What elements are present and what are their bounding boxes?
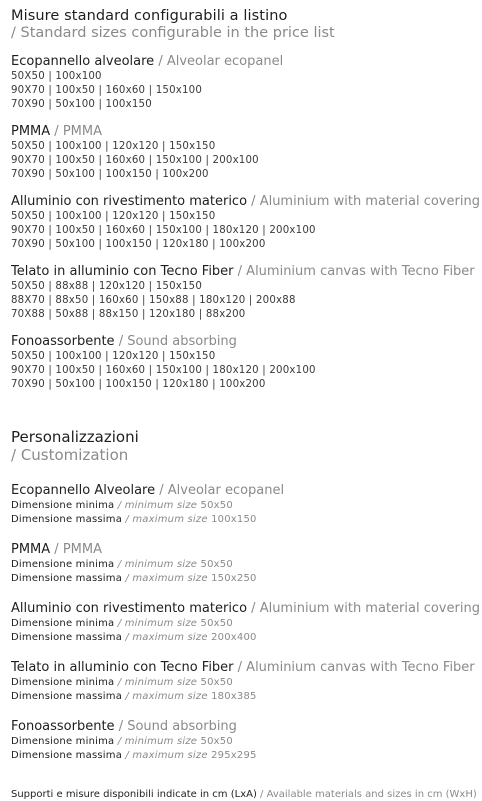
max-label: Dimensione massima xyxy=(11,690,123,702)
footer-note xyxy=(11,789,477,801)
group-title-it: Alluminio con rivestimento materico xyxy=(11,601,248,616)
max-label: Dimensione massima xyxy=(11,572,123,584)
max-label-en: / maximum size xyxy=(122,690,212,702)
size-list xyxy=(11,350,482,392)
group-title-it: Telato in alluminio con Tecno Fiber xyxy=(11,660,234,675)
max-value: 150x250 xyxy=(211,572,257,584)
group-title-it: Ecopannello Alveolare xyxy=(11,483,156,498)
size-row: 70X90 | 50x100 | 100x150 xyxy=(11,99,152,110)
group-title-en: / Alveolar ecopanel xyxy=(155,483,285,498)
standard-group xyxy=(11,264,482,322)
custom-group xyxy=(11,660,482,703)
group-title xyxy=(11,601,482,617)
size-row: 50X50 | 100x100 xyxy=(11,71,102,82)
min-label-en: / minimum size xyxy=(114,500,201,511)
group-title xyxy=(11,264,482,280)
group-title-it: Telato in alluminio con Tecno Fiber xyxy=(11,264,234,279)
max-label: Dimensione massima xyxy=(11,631,123,643)
max-label-en: / maximum size xyxy=(122,631,212,643)
group-title xyxy=(11,483,482,499)
size-row: 90X70 | 100x50 | 160x60 | 150x100 xyxy=(11,85,203,96)
min-label: Dimensione minima xyxy=(11,677,115,688)
group-title-en: / PMMA xyxy=(50,542,102,557)
min-size-row xyxy=(11,676,482,690)
max-value: 200x400 xyxy=(211,631,257,643)
min-value: 50x50 xyxy=(200,618,233,629)
min-value: 50x50 xyxy=(200,736,233,747)
custom-group xyxy=(11,719,482,762)
min-label-en: / minimum size xyxy=(114,736,201,747)
group-title xyxy=(11,542,482,558)
standard-sizes-header xyxy=(11,8,482,42)
customization-header xyxy=(11,428,482,464)
group-title xyxy=(11,54,482,70)
max-value: 295x295 xyxy=(211,749,257,761)
dimension-list xyxy=(11,676,482,703)
max-label-en: / maximum size xyxy=(122,572,212,584)
max-size-row xyxy=(11,749,482,763)
min-label-en: / minimum size xyxy=(114,618,201,629)
size-row: 88X70 | 88x50 | 160x60 | 150x88 | 180x120 | 200x88 xyxy=(11,295,296,306)
dimension-list xyxy=(11,735,482,762)
standard-group xyxy=(11,334,482,392)
max-size-row xyxy=(11,513,482,527)
group-title-it: PMMA xyxy=(11,124,51,139)
min-label-en: / minimum size xyxy=(114,677,201,688)
min-label: Dimensione minima xyxy=(11,500,115,511)
max-size-row xyxy=(11,690,482,704)
group-title-en: / Aluminium with material covering xyxy=(247,601,480,616)
custom-group xyxy=(11,601,482,644)
size-row: 70X90 | 50x100 | 100x150 | 120x180 | 100x200 xyxy=(11,239,266,250)
size-row: 50X50 | 100x100 | 120x120 | 150x150 xyxy=(11,141,216,152)
max-label-en: / maximum size xyxy=(122,749,212,761)
group-title-it: PMMA xyxy=(11,542,51,557)
group-title xyxy=(11,194,482,210)
group-title-en: / Sound absorbing xyxy=(114,719,237,734)
group-title xyxy=(11,719,482,735)
max-value: 100x150 xyxy=(211,513,257,525)
min-value: 50x50 xyxy=(200,559,233,570)
custom-group xyxy=(11,483,482,526)
min-size-row xyxy=(11,558,482,572)
custom-group xyxy=(11,542,482,585)
customization-title-it: Personalizzazioni xyxy=(11,428,139,446)
min-label: Dimensione minima xyxy=(11,618,115,629)
size-row: 70X90 | 50x100 | 100x150 | 100x200 xyxy=(11,169,209,180)
dimension-list xyxy=(11,617,482,644)
size-row: 90X70 | 100x50 | 160x60 | 150x100 | 180x120 | 200x100 xyxy=(11,365,316,376)
group-title-it: Ecopannello alveolare xyxy=(11,54,155,69)
group-title-en: / Aluminium with material covering xyxy=(247,194,480,209)
standard-title-en: / Standard sizes configurable in the price list xyxy=(11,25,335,41)
standard-group xyxy=(11,194,482,252)
group-title-en: / Aluminium canvas with Tecno Fiber xyxy=(233,264,475,279)
min-label: Dimensione minima xyxy=(11,559,115,570)
size-row: 90X70 | 100x50 | 160x60 | 150x100 | 200x100 xyxy=(11,155,259,166)
group-title xyxy=(11,124,482,140)
size-row: 50X50 | 88x88 | 120x120 | 150x150 xyxy=(11,281,203,292)
size-row: 50X50 | 100x100 | 120x120 | 150x150 xyxy=(11,211,216,222)
min-size-row xyxy=(11,499,482,513)
min-value: 50x50 xyxy=(200,500,233,511)
max-size-row xyxy=(11,572,482,586)
group-title-en: / PMMA xyxy=(50,124,102,139)
max-size-row xyxy=(11,631,482,645)
size-row: 70X88 | 50x88 | 88x150 | 120x180 | 88x200 xyxy=(11,309,246,320)
group-title-en: / Alveolar ecopanel xyxy=(154,54,284,69)
min-size-row xyxy=(11,617,482,631)
size-row: 70X90 | 50x100 | 100x150 | 120x180 | 100x200 xyxy=(11,379,266,390)
footer-text-it: Supporti e misure disponibili indicate in cm (LxA) xyxy=(11,789,257,800)
dimension-list xyxy=(11,558,482,585)
max-label: Dimensione massima xyxy=(11,749,123,761)
min-label: Dimensione minima xyxy=(11,736,115,747)
standard-title-it: Misure standard configurabili a listino xyxy=(11,8,288,24)
max-label: Dimensione massima xyxy=(11,513,123,525)
size-row: 50X50 | 100x100 | 120x120 | 150x150 xyxy=(11,351,216,362)
size-list xyxy=(11,210,482,252)
size-row: 90X70 | 100x50 | 160x60 | 150x100 | 180x120 | 200x100 xyxy=(11,225,316,236)
group-title-en: / Aluminium canvas with Tecno Fiber xyxy=(233,660,475,675)
group-title-it: Alluminio con rivestimento materico xyxy=(11,194,248,209)
size-list xyxy=(11,280,482,322)
group-title-it: Fonoassorbente xyxy=(11,334,115,349)
group-title xyxy=(11,660,482,676)
max-label-en: / maximum size xyxy=(122,513,212,525)
dimension-list xyxy=(11,499,482,526)
group-title-it: Fonoassorbente xyxy=(11,719,115,734)
customization-title-en: / Customization xyxy=(11,446,129,464)
min-size-row xyxy=(11,735,482,749)
min-value: 50x50 xyxy=(200,677,233,688)
max-value: 180x385 xyxy=(211,690,257,702)
group-title xyxy=(11,334,482,350)
size-list xyxy=(11,140,482,182)
standard-group xyxy=(11,54,482,112)
footer-text-en: / Available materials and sizes in cm (WxH) xyxy=(256,789,477,800)
group-title-en: / Sound absorbing xyxy=(114,334,237,349)
size-list xyxy=(11,70,482,112)
standard-group xyxy=(11,124,482,182)
min-label-en: / minimum size xyxy=(114,559,201,570)
